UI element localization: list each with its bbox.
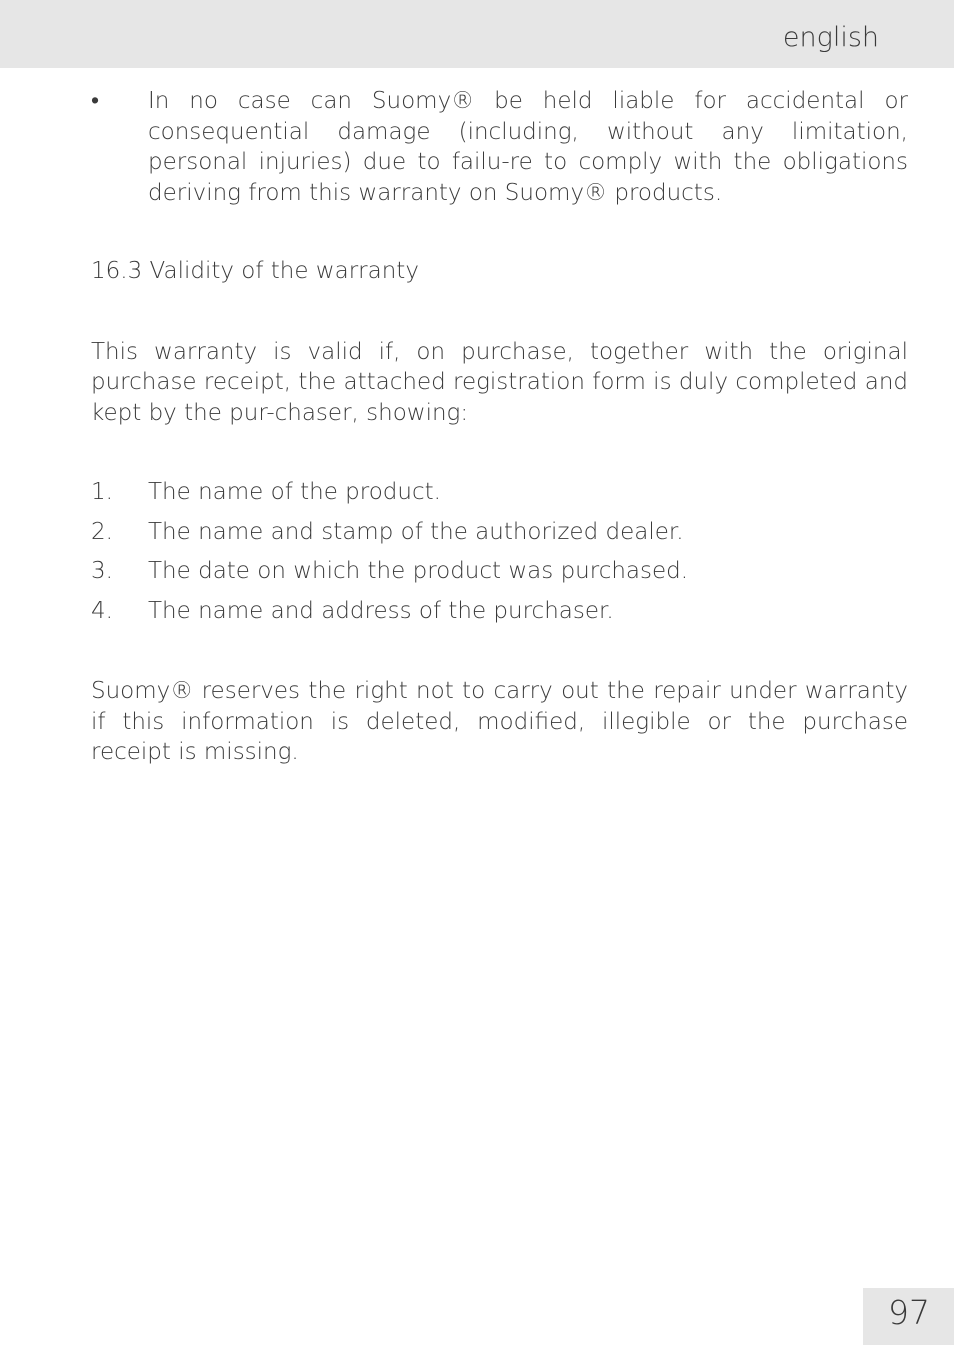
page-number-box [863,1288,954,1345]
list-number: 2. [91,518,113,545]
paragraph-validity: This warranty is valid if, on purchase, together with the original purchase receipt, the attached registration form is duly completed and kept by the pur-chaser, showing: [91,338,908,426]
list-item [91,596,908,636]
list-item [91,556,908,596]
list-text: The name and stamp of the authorized dealer. [148,518,684,545]
numbered-list [91,477,908,635]
bullet-text: In no case can Suomy® be held liable for accidental or consequential damage (including, without any limitation, personal injuries) due to failu-re to comply with the obligations deriving from this warranty on Suomy® products. [148,88,908,206]
list-item [91,477,908,517]
list-number: 1. [91,479,113,505]
list-text: The name and address of the purchaser. [148,597,614,624]
bullet-mark: • [91,88,100,114]
list-item [91,517,908,557]
page-header [0,0,954,68]
list-text: The name of the product. [148,479,441,505]
language-label: english [782,22,879,53]
page-content [91,86,908,768]
list-number: 3. [91,558,113,584]
bullet-item [91,86,908,208]
list-number: 4. [91,597,113,624]
page-number: 97 [888,1293,930,1332]
paragraph-repair-rights: Suomy® reserves the right not to carry out the repair under warranty if this information is deleted, modified, illegible or the purchase receipt is missing. [91,678,908,765]
section-heading: 16.3 Validity of the warranty [91,258,419,284]
list-text: The date on which the product was purchased. [148,558,689,584]
